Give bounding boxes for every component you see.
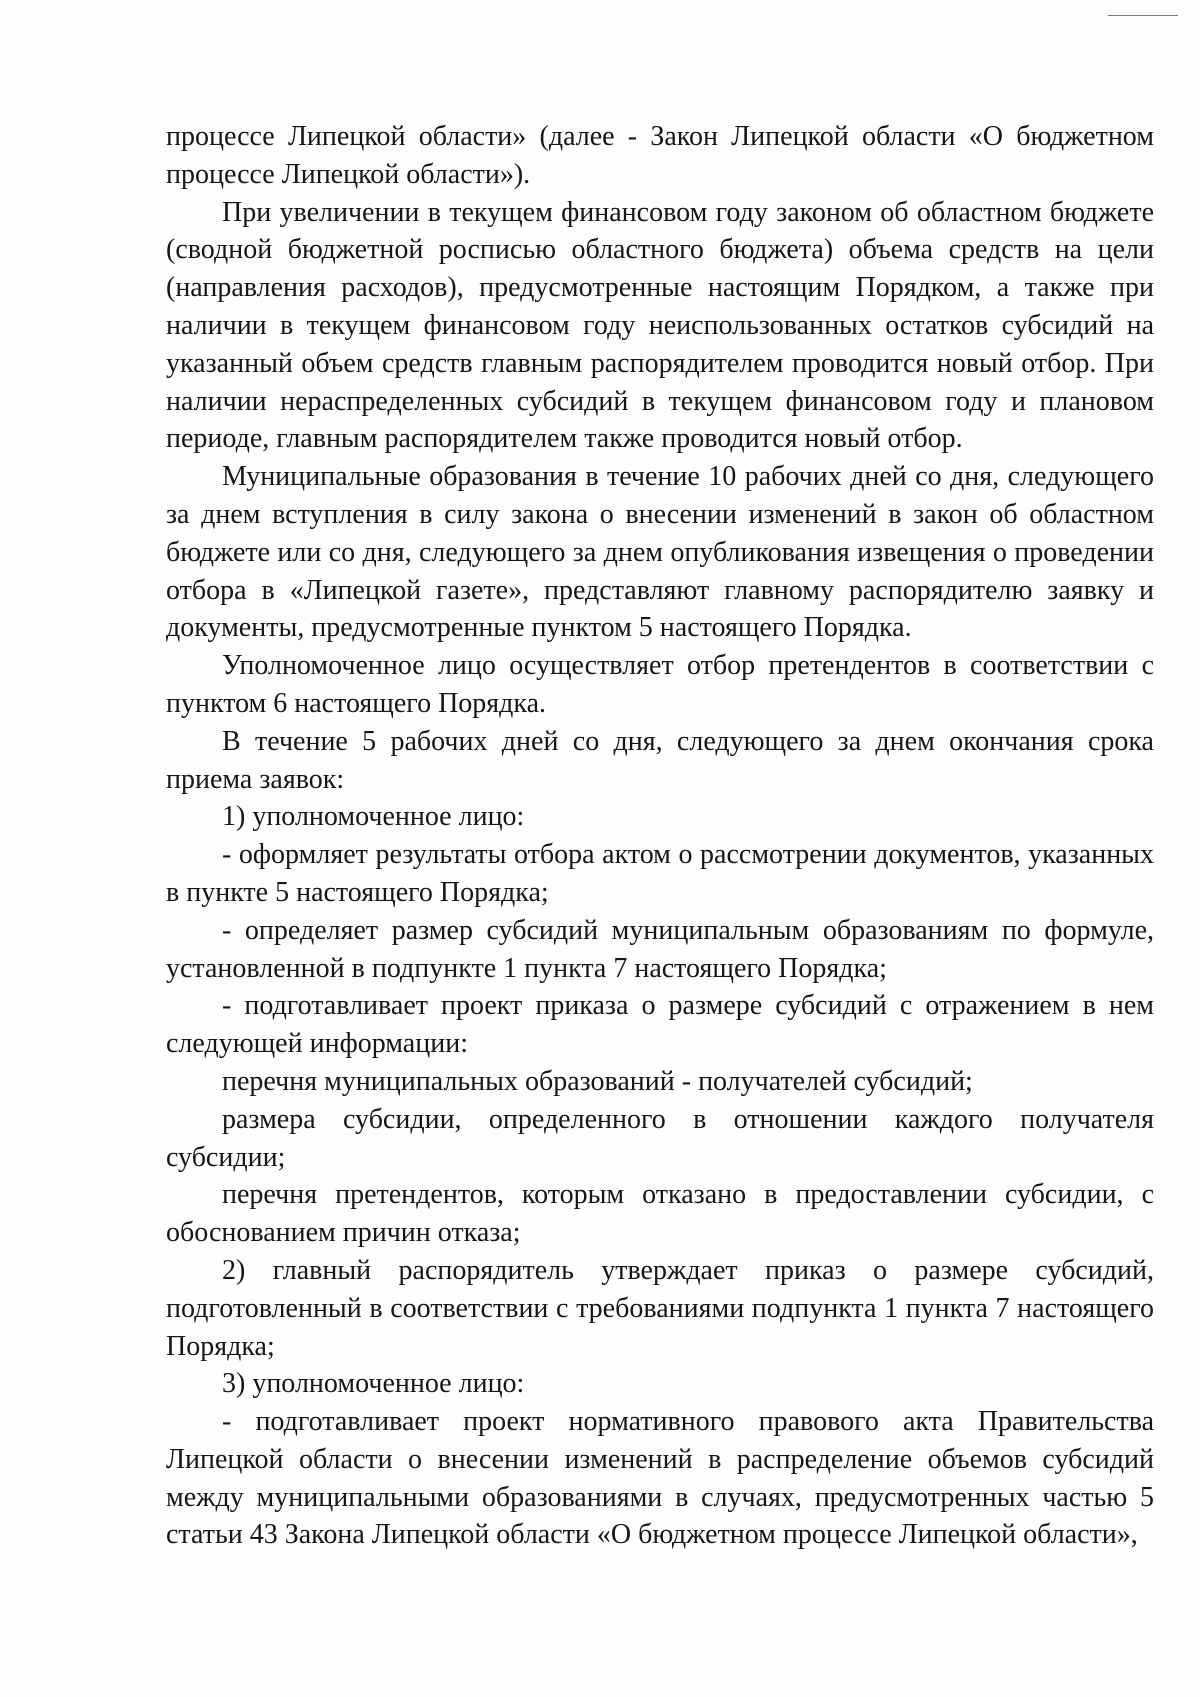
- document-body: [166, 118, 1154, 1554]
- header-rule: [1108, 15, 1178, 16]
- list-item: перечня муниципальных образований - получателей субсидий;: [222, 1065, 973, 1097]
- list-item: - определяет размер субсидий муниципальным образованиям по формуле, установленной в подпункте 1 пункта 7 настоящего Порядка;: [166, 914, 1154, 984]
- paragraph-continuation: процессе Липецкой области» (далее - Закон Липецкой области «О бюджетном процессе Липецкой области»).: [166, 121, 1154, 190]
- paragraph: Муниципальные образования в течение 10 рабочих дней со дня, следующего за днем вступления в силу закона о внесении изменений в закон об областном бюджете или со дня, следующего за днем опубликования извещения о проведении отбора в «Липецкой газете», представляют главному распорядителю заявку и документы, предусмотренные пунктом 5 настоящего Порядка.: [166, 461, 1154, 644]
- list-item: 1) уполномоченное лицо:: [222, 801, 525, 833]
- list-item: размера субсидии, определенного в отношении каждого получателя субсидии;: [166, 1103, 1154, 1173]
- list-item: - подготавливает проект нормативного правового акта Правительства Липецкой области о внесении изменений в распределение объемов субсидий между муниципальными образованиями в случаях, предусмотренных частью 5 статьи 43 Закона Липецкой области «О бюджетном процессе Липецкой области»,: [166, 1406, 1154, 1551]
- list-item: - оформляет результаты отбора актом о рассмотрении документов, указанных в пункте 5 настоящего Порядка;: [166, 839, 1154, 908]
- list-item: 2) главный распорядитель утверждает приказ о размере субсидий, подготовленный в соответствии с требованиями подпункта 1 пункта 7 настоящего Порядка;: [166, 1254, 1154, 1362]
- list-item: - подготавливает проект приказа о размере субсидий с отражением в нем следующей информации:: [166, 990, 1154, 1060]
- list-item: 3) уполномоченное лицо:: [222, 1368, 525, 1400]
- paragraph: Уполномоченное лицо осуществляет отбор претендентов в соответствии с пунктом 6 настоящего Порядка.: [166, 650, 1154, 719]
- paragraph: При увеличении в текущем финансовом году законом об областном бюджете (сводной бюджетной росписью областного бюджета) объема средств на цели (направления расходов), предусмотренные настоящим Порядком, а также при наличии в текущем финансовом году неиспользованных остатков субсидий на указанный объем средств главным распорядителем проводится новый отбор. При наличии нераспределенных субсидий в текущем финансовом году и плановом периоде, главным распорядителем также проводится новый отбор.: [166, 196, 1154, 455]
- list-item: перечня претендентов, которым отказано в предоставлении субсидии, с обоснованием причин отказа;: [166, 1179, 1154, 1249]
- paragraph: В течение 5 рабочих дней со дня, следующего за днем окончания срока приема заявок:: [166, 725, 1154, 795]
